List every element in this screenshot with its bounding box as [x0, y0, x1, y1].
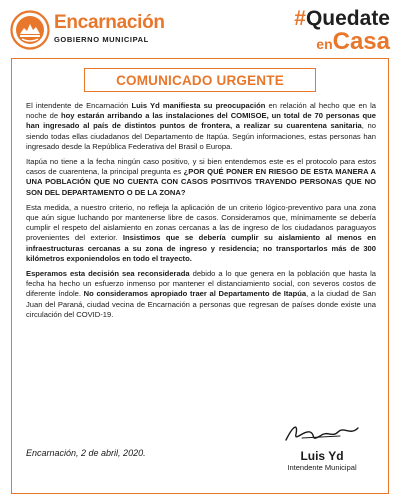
brand-subtitle: GOBIERNO MUNICIPAL [54, 35, 149, 44]
text-run: ¿POR QUÉ PONER EN RIESGO DE ESTA MANERA A UNA POBLACIÓN QUE NO CUENTA CON CASOS POSITIVOS TRAYENDO PERSONAS QUE NO SON DEL DEPARTAMENTO O DE LA ZONA? [26, 167, 376, 197]
quedate-en-casa-logo [272, 8, 392, 58]
text-run: El intendente de Encarnación [26, 101, 132, 110]
text-run: Luis Yd manifiesta su preocupación [131, 101, 266, 110]
text-run: debido a lo que genera en la población que hasta la fecha ha hecho un esfuerzo inmenso por mantener el distanciamiento social, con severos costos de diferente índole. [26, 269, 376, 299]
campaign-word: Quedate [305, 7, 390, 30]
city-seal-icon [10, 10, 50, 50]
text-run: Insistimos que se debería cumplir su aislamiento al menos en infraestructuras cercanas a su zona de ingreso y residencia; no transportarlos más de 300 kilómetros exponiendolos en todo el trayecto. [26, 233, 376, 263]
text-run: No consideramos apropiado traer al Departamento de Itapúa [83, 289, 307, 299]
text-run: en relación al hecho que en la noche de [26, 101, 376, 121]
brand-name: Encarnación [54, 12, 165, 33]
signer-name: Luis Yd [300, 449, 344, 463]
signature-block [272, 420, 372, 476]
text-run: Esta medida, a nuestro criterio, no refleja la aplicación de un criterio lógico-preventivo para una zona que aún sigue luchando por mantenerse libre de casos. Consideramos que, mínimamente se debería cumplir el respeto del aislamiento en zonas cercanas a las de ingreso de los ciudadanos paraguayos provenientes del exterior. [26, 202, 376, 243]
handwritten-signature [280, 420, 364, 446]
document-body [26, 101, 376, 325]
title-box [84, 68, 316, 92]
campaign-en: en [316, 36, 333, 52]
document-date: Encarnación, 2 de abril, 2020. [26, 448, 146, 458]
text-run: Itapúa no tiene a la fecha ningún caso positivo, y si bien entendemos este es el protocolo para estos casos de cuarentena, la principal pregunta es [26, 157, 376, 177]
hash-symbol: # [294, 7, 306, 30]
text-run: hoy estarán arribando a las instalaciones del COMISOE, un total de 70 personas que han ingresado al país de distintos puntos de frontera, a realizar su cuarentena sanitaria [26, 111, 376, 131]
text-run: , no siendo todas ellas ciudadanos del Departamento de Itapúa. Según informaciones, estas personas han ingresado desde la República Federativa del Brasil o Europa. [26, 121, 376, 151]
paragraph-3 [26, 203, 376, 264]
campaign-casa: Casa [332, 28, 390, 55]
signer-role: Intendente Municipal [287, 463, 357, 472]
document-title: COMUNICADO URGENTE [116, 72, 284, 88]
text-run: Esperamos esta decisión sea reconsiderada [26, 269, 190, 279]
paragraph-4 [26, 269, 376, 320]
text-run: , a la ciudad de San Juan del Paraná, ciudad vecina de Encarnación a personas que regresan de países donde existe una circulación del COVID-19. [26, 289, 376, 319]
paragraph-1 [26, 101, 376, 152]
header [0, 8, 400, 54]
municipality-logo [10, 10, 180, 52]
paragraph-2 [26, 157, 376, 198]
